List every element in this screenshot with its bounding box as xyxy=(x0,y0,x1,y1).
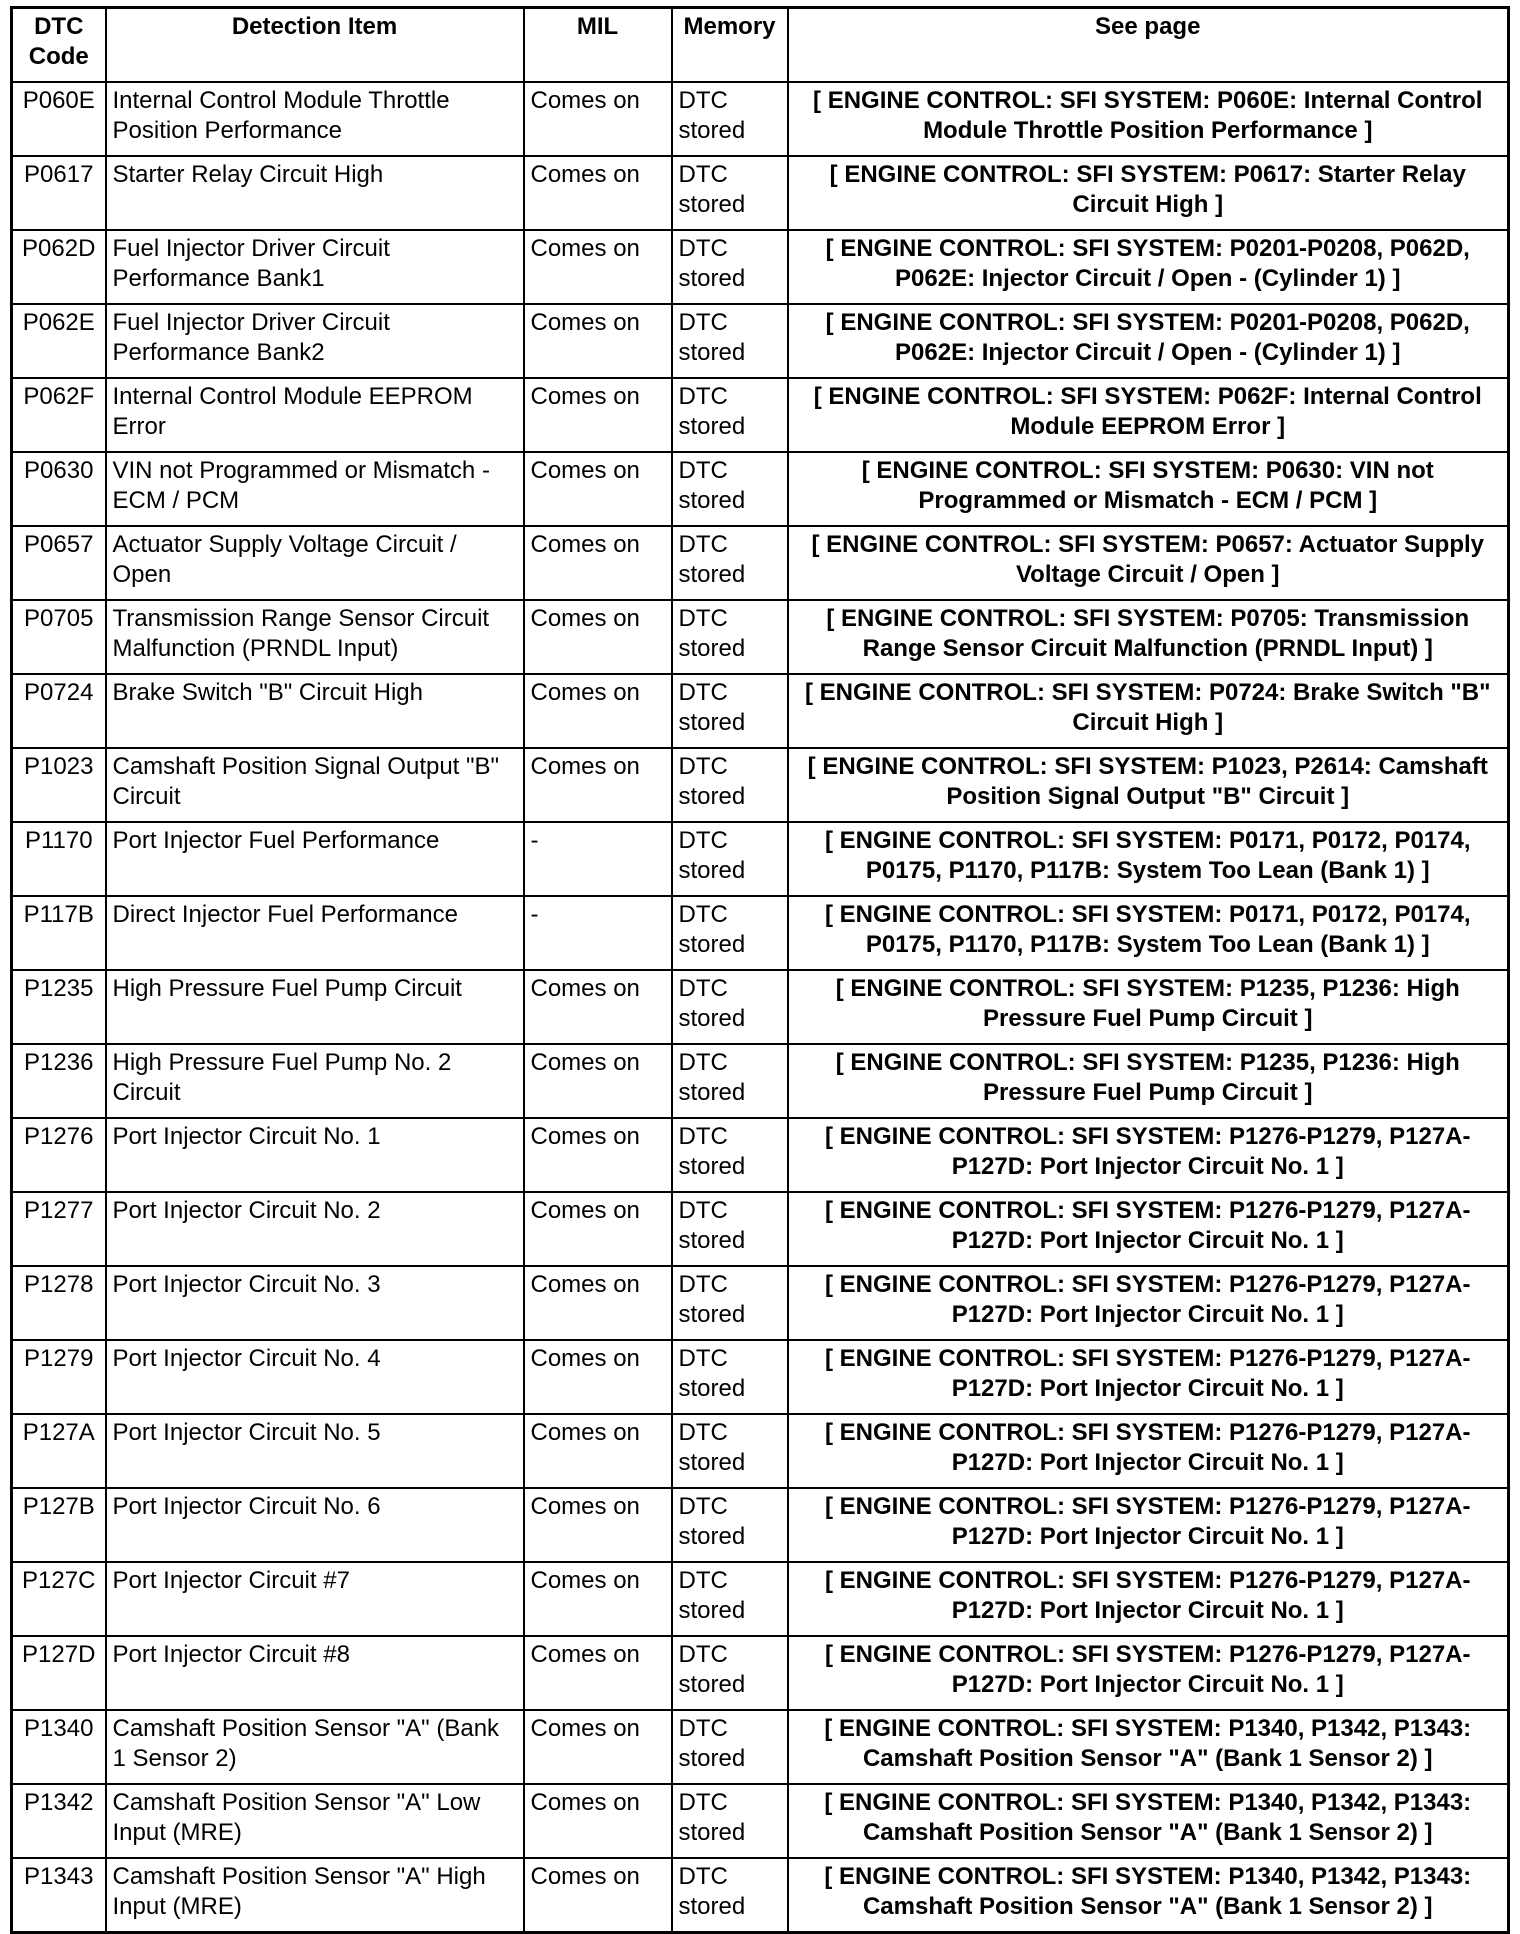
table-row xyxy=(12,674,1509,748)
detection-item-cell: Port Injector Circuit No. 1 xyxy=(106,1118,524,1192)
detection-item-cell: Port Injector Circuit #8 xyxy=(106,1636,524,1710)
header-row xyxy=(12,8,1509,83)
table-row xyxy=(12,156,1509,230)
see-page-cell[interactable]: [ ENGINE CONTROL: SFI SYSTEM: P1276-P1279, P127A-P127D: Port Injector Circuit No. 1 ] xyxy=(788,1266,1509,1340)
dtc-code-cell: P0724 xyxy=(12,674,106,748)
header-mil: MIL xyxy=(524,8,672,83)
table-row xyxy=(12,230,1509,304)
see-page-cell[interactable]: [ ENGINE CONTROL: SFI SYSTEM: P1340, P1342, P1343: Camshaft Position Sensor "A" (Bank 1 Sensor 2) ] xyxy=(788,1784,1509,1858)
dtc-code-cell: P060E xyxy=(12,82,106,156)
table-row xyxy=(12,304,1509,378)
see-page-cell[interactable]: [ ENGINE CONTROL: SFI SYSTEM: P0171, P0172, P0174, P0175, P1170, P117B: System Too Lean (Bank 1) ] xyxy=(788,822,1509,896)
mil-cell: Comes on xyxy=(524,1044,672,1118)
detection-item-cell: Port Injector Fuel Performance xyxy=(106,822,524,896)
header-detection-item: Detection Item xyxy=(106,8,524,83)
memory-cell: DTC stored xyxy=(672,896,788,970)
dtc-code-cell: P117B xyxy=(12,896,106,970)
see-page-cell[interactable]: [ ENGINE CONTROL: SFI SYSTEM: P0657: Actuator Supply Voltage Circuit / Open ] xyxy=(788,526,1509,600)
detection-item-cell: High Pressure Fuel Pump No. 2 Circuit xyxy=(106,1044,524,1118)
table-row xyxy=(12,600,1509,674)
header-see-page: See page xyxy=(788,8,1509,83)
see-page-cell[interactable]: [ ENGINE CONTROL: SFI SYSTEM: P1235, P1236: High Pressure Fuel Pump Circuit ] xyxy=(788,1044,1509,1118)
mil-cell: Comes on xyxy=(524,156,672,230)
table-row xyxy=(12,1784,1509,1858)
see-page-cell[interactable]: [ ENGINE CONTROL: SFI SYSTEM: P0705: Transmission Range Sensor Circuit Malfunction (PRNDL Input) ] xyxy=(788,600,1509,674)
dtc-code-cell: P127D xyxy=(12,1636,106,1710)
detection-item-cell: Internal Control Module Throttle Position Performance xyxy=(106,82,524,156)
detection-item-cell: Starter Relay Circuit High xyxy=(106,156,524,230)
see-page-cell[interactable]: [ ENGINE CONTROL: SFI SYSTEM: P0617: Starter Relay Circuit High ] xyxy=(788,156,1509,230)
mil-cell: Comes on xyxy=(524,378,672,452)
detection-item-cell: Fuel Injector Driver Circuit Performance Bank2 xyxy=(106,304,524,378)
detection-item-cell: Camshaft Position Sensor "A" Low Input (MRE) xyxy=(106,1784,524,1858)
mil-cell: Comes on xyxy=(524,1192,672,1266)
table-row xyxy=(12,1044,1509,1118)
dtc-code-cell: P1342 xyxy=(12,1784,106,1858)
table-row xyxy=(12,1562,1509,1636)
see-page-cell[interactable]: [ ENGINE CONTROL: SFI SYSTEM: P1023, P2614: Camshaft Position Signal Output "B" Circuit ] xyxy=(788,748,1509,822)
table-row xyxy=(12,1710,1509,1784)
dtc-code-cell: P1170 xyxy=(12,822,106,896)
mil-cell: Comes on xyxy=(524,526,672,600)
detection-item-cell: VIN not Programmed or Mismatch - ECM / PCM xyxy=(106,452,524,526)
see-page-cell[interactable]: [ ENGINE CONTROL: SFI SYSTEM: P1276-P1279, P127A-P127D: Port Injector Circuit No. 1 ] xyxy=(788,1192,1509,1266)
detection-item-cell: Port Injector Circuit No. 6 xyxy=(106,1488,524,1562)
memory-cell: DTC stored xyxy=(672,156,788,230)
detection-item-cell: Port Injector Circuit No. 5 xyxy=(106,1414,524,1488)
detection-item-cell: Actuator Supply Voltage Circuit / Open xyxy=(106,526,524,600)
dtc-code-cell: P1023 xyxy=(12,748,106,822)
dtc-code-cell: P0705 xyxy=(12,600,106,674)
table-row xyxy=(12,378,1509,452)
dtc-code-cell: P1340 xyxy=(12,1710,106,1784)
table-row xyxy=(12,82,1509,156)
dtc-code-cell: P1278 xyxy=(12,1266,106,1340)
mil-cell: Comes on xyxy=(524,748,672,822)
mil-cell: Comes on xyxy=(524,1636,672,1710)
mil-cell: Comes on xyxy=(524,1562,672,1636)
mil-cell: Comes on xyxy=(524,674,672,748)
see-page-cell[interactable]: [ ENGINE CONTROL: SFI SYSTEM: P1340, P1342, P1343: Camshaft Position Sensor "A" (Bank 1 Sensor 2) ] xyxy=(788,1710,1509,1784)
memory-cell: DTC stored xyxy=(672,1266,788,1340)
table-row xyxy=(12,1192,1509,1266)
detection-item-cell: Fuel Injector Driver Circuit Performance Bank1 xyxy=(106,230,524,304)
detection-item-cell: Direct Injector Fuel Performance xyxy=(106,896,524,970)
table-row xyxy=(12,1858,1509,1933)
dtc-code-cell: P1276 xyxy=(12,1118,106,1192)
dtc-code-cell: P1235 xyxy=(12,970,106,1044)
detection-item-cell: Internal Control Module EEPROM Error xyxy=(106,378,524,452)
memory-cell: DTC stored xyxy=(672,600,788,674)
memory-cell: DTC stored xyxy=(672,822,788,896)
memory-cell: DTC stored xyxy=(672,1118,788,1192)
table-header xyxy=(12,8,1509,83)
memory-cell: DTC stored xyxy=(672,1784,788,1858)
mil-cell: Comes on xyxy=(524,1266,672,1340)
detection-item-cell: Port Injector Circuit No. 3 xyxy=(106,1266,524,1340)
detection-item-cell: Transmission Range Sensor Circuit Malfunction (PRNDL Input) xyxy=(106,600,524,674)
mil-cell: Comes on xyxy=(524,1414,672,1488)
dtc-code-cell: P062E xyxy=(12,304,106,378)
table-row xyxy=(12,1636,1509,1710)
mil-cell: - xyxy=(524,822,672,896)
table-row xyxy=(12,970,1509,1044)
see-page-cell[interactable]: [ ENGINE CONTROL: SFI SYSTEM: P062F: Internal Control Module EEPROM Error ] xyxy=(788,378,1509,452)
see-page-cell[interactable]: [ ENGINE CONTROL: SFI SYSTEM: P1276-P1279, P127A-P127D: Port Injector Circuit No. 1 ] xyxy=(788,1636,1509,1710)
header-memory: Memory xyxy=(672,8,788,83)
detection-item-cell: Camshaft Position Signal Output "B" Circuit xyxy=(106,748,524,822)
mil-cell: Comes on xyxy=(524,230,672,304)
memory-cell: DTC stored xyxy=(672,1488,788,1562)
mil-cell: Comes on xyxy=(524,970,672,1044)
mil-cell: Comes on xyxy=(524,1858,672,1933)
memory-cell: DTC stored xyxy=(672,526,788,600)
dtc-table xyxy=(10,6,1510,1934)
dtc-code-cell: P1277 xyxy=(12,1192,106,1266)
dtc-code-cell: P127B xyxy=(12,1488,106,1562)
memory-cell: DTC stored xyxy=(672,1858,788,1933)
memory-cell: DTC stored xyxy=(672,1710,788,1784)
see-page-cell[interactable]: [ ENGINE CONTROL: SFI SYSTEM: P1276-P1279, P127A-P127D: Port Injector Circuit No. 1 ] xyxy=(788,1414,1509,1488)
table-row xyxy=(12,748,1509,822)
mil-cell: Comes on xyxy=(524,1710,672,1784)
dtc-code-cell: P127A xyxy=(12,1414,106,1488)
see-page-cell[interactable]: [ ENGINE CONTROL: SFI SYSTEM: P1276-P1279, P127A-P127D: Port Injector Circuit No. 1 ] xyxy=(788,1488,1509,1562)
table-row xyxy=(12,1414,1509,1488)
memory-cell: DTC stored xyxy=(672,304,788,378)
table-row xyxy=(12,1340,1509,1414)
memory-cell: DTC stored xyxy=(672,452,788,526)
mil-cell: Comes on xyxy=(524,452,672,526)
dtc-code-cell: P062D xyxy=(12,230,106,304)
mil-cell: Comes on xyxy=(524,1784,672,1858)
table-row xyxy=(12,526,1509,600)
dtc-code-cell: P1236 xyxy=(12,1044,106,1118)
mil-cell: - xyxy=(524,896,672,970)
memory-cell: DTC stored xyxy=(672,970,788,1044)
memory-cell: DTC stored xyxy=(672,82,788,156)
dtc-code-cell: P0617 xyxy=(12,156,106,230)
memory-cell: DTC stored xyxy=(672,674,788,748)
detection-item-cell: Port Injector Circuit No. 4 xyxy=(106,1340,524,1414)
see-page-cell[interactable]: [ ENGINE CONTROL: SFI SYSTEM: P1276-P1279, P127A-P127D: Port Injector Circuit No. 1 ] xyxy=(788,1562,1509,1636)
see-page-cell[interactable]: [ ENGINE CONTROL: SFI SYSTEM: P0201-P0208, P062D, P062E: Injector Circuit / Open - (Cylinder 1) ] xyxy=(788,230,1509,304)
dtc-code-cell: P1279 xyxy=(12,1340,106,1414)
memory-cell: DTC stored xyxy=(672,1044,788,1118)
dtc-code-cell: P0630 xyxy=(12,452,106,526)
memory-cell: DTC stored xyxy=(672,1192,788,1266)
dtc-code-cell: P0657 xyxy=(12,526,106,600)
dtc-code-cell: P1343 xyxy=(12,1858,106,1933)
see-page-cell[interactable]: [ ENGINE CONTROL: SFI SYSTEM: P0171, P0172, P0174, P0175, P1170, P117B: System Too Lean (Bank 1) ] xyxy=(788,896,1509,970)
detection-item-cell: Port Injector Circuit #7 xyxy=(106,1562,524,1636)
see-page-cell[interactable]: [ ENGINE CONTROL: SFI SYSTEM: P060E: Internal Control Module Throttle Position Performance ] xyxy=(788,82,1509,156)
detection-item-cell: Camshaft Position Sensor "A" High Input (MRE) xyxy=(106,1858,524,1933)
memory-cell: DTC stored xyxy=(672,1340,788,1414)
memory-cell: DTC stored xyxy=(672,1636,788,1710)
mil-cell: Comes on xyxy=(524,1118,672,1192)
see-page-cell[interactable]: [ ENGINE CONTROL: SFI SYSTEM: P0630: VIN not Programmed or Mismatch - ECM / PCM ] xyxy=(788,452,1509,526)
see-page-cell[interactable]: [ ENGINE CONTROL: SFI SYSTEM: P1340, P1342, P1343: Camshaft Position Sensor "A" (Bank 1 Sensor 2) ] xyxy=(788,1858,1509,1933)
detection-item-cell: Port Injector Circuit No. 2 xyxy=(106,1192,524,1266)
memory-cell: DTC stored xyxy=(672,1414,788,1488)
mil-cell: Comes on xyxy=(524,1340,672,1414)
table-body xyxy=(12,82,1509,1933)
memory-cell: DTC stored xyxy=(672,378,788,452)
table-row xyxy=(12,452,1509,526)
dtc-code-cell: P127C xyxy=(12,1562,106,1636)
mil-cell: Comes on xyxy=(524,1488,672,1562)
detection-item-cell: Camshaft Position Sensor "A" (Bank 1 Sensor 2) xyxy=(106,1710,524,1784)
see-page-cell[interactable]: [ ENGINE CONTROL: SFI SYSTEM: P1235, P1236: High Pressure Fuel Pump Circuit ] xyxy=(788,970,1509,1044)
header-dtc-code: DTC Code xyxy=(12,8,106,83)
detection-item-cell: Brake Switch "B" Circuit High xyxy=(106,674,524,748)
memory-cell: DTC stored xyxy=(672,230,788,304)
mil-cell: Comes on xyxy=(524,82,672,156)
table-row xyxy=(12,896,1509,970)
see-page-cell[interactable]: [ ENGINE CONTROL: SFI SYSTEM: P0201-P0208, P062D, P062E: Injector Circuit / Open - (Cylinder 1) ] xyxy=(788,304,1509,378)
detection-item-cell: High Pressure Fuel Pump Circuit xyxy=(106,970,524,1044)
mil-cell: Comes on xyxy=(524,600,672,674)
mil-cell: Comes on xyxy=(524,304,672,378)
table-row xyxy=(12,822,1509,896)
table-row xyxy=(12,1266,1509,1340)
see-page-cell[interactable]: [ ENGINE CONTROL: SFI SYSTEM: P0724: Brake Switch "B" Circuit High ] xyxy=(788,674,1509,748)
dtc-code-cell: P062F xyxy=(12,378,106,452)
table-row xyxy=(12,1118,1509,1192)
memory-cell: DTC stored xyxy=(672,748,788,822)
see-page-cell[interactable]: [ ENGINE CONTROL: SFI SYSTEM: P1276-P1279, P127A-P127D: Port Injector Circuit No. 1 ] xyxy=(788,1118,1509,1192)
memory-cell: DTC stored xyxy=(672,1562,788,1636)
table-row xyxy=(12,1488,1509,1562)
see-page-cell[interactable]: [ ENGINE CONTROL: SFI SYSTEM: P1276-P1279, P127A-P127D: Port Injector Circuit No. 1 ] xyxy=(788,1340,1509,1414)
